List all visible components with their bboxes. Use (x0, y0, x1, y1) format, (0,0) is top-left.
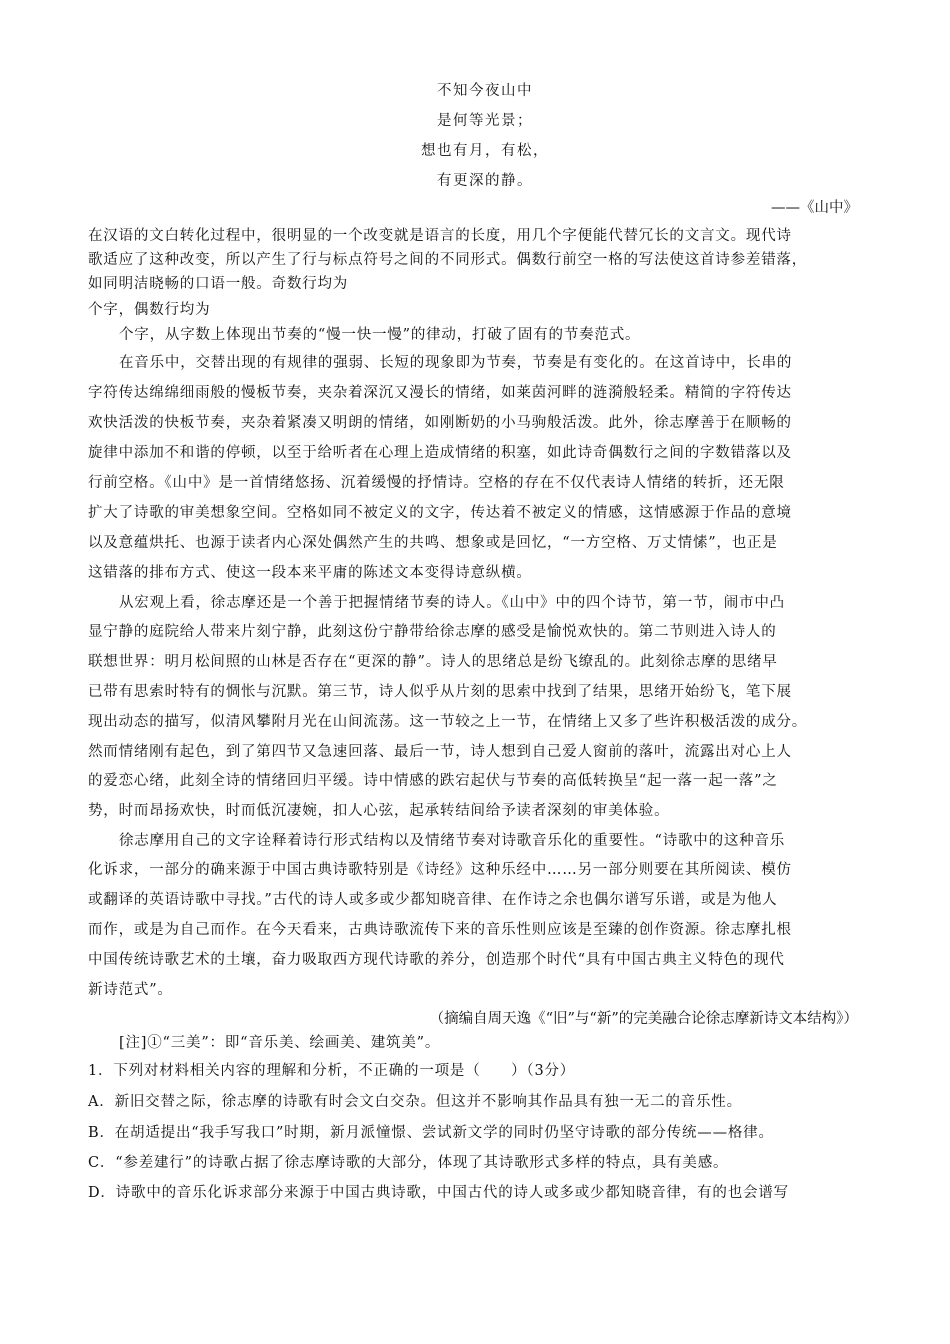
body-line: 在音乐中，交替出现的有规律的强弱、长短的现象即为节奏，节奏是有变化的。在这首诗中，长串的 (119, 355, 793, 371)
body-line: 显宁静的庭院给人带来片刻宁静，此刻这份宁静带给徐志摩的感受是愉悦欢快的。第二节则进入诗人的 (88, 624, 777, 640)
question-stem: 1．下列对材料相关内容的理解和分析，不正确的一项是（ ）（3分） (88, 1063, 576, 1079)
question-option-b[interactable]: B．在胡适提出“我手写我口”时期，新月派憧憬、尝试新文学的同时仍坚守诗歌的部分传统——格律。 (88, 1125, 774, 1141)
body-line: 在汉语的文白转化过程中，很明显的一个改变就是语言的长度，用几个字便能代替冗长的文言文。现代诗 (88, 228, 792, 244)
body-line: 势，时而昂扬欢快，时而低沉凄婉，扣人心弦，起承转结间给予读者深刻的审美体验。 (88, 803, 670, 819)
body-line: 旋律中添加不和谐的停顿，以至于给听者在心理上造成情绪的积塞，如此诗奇偶数行之间的字数错落以及 (88, 445, 792, 461)
question-option-a[interactable]: A．新旧交替之际，徐志摩的诗歌有时会文白交杂。但这并不影响其作品具有独一无二的音乐性。 (88, 1094, 742, 1110)
poem-line: 是何等光景； (437, 113, 533, 129)
body-line: 的爱恋心绪，此刻全诗的情绪回归平缓。诗中情感的跌宕起伏与节奏的高低转换呈“起一落一起一落”之 (88, 773, 778, 789)
body-line: 化诉求，一部分的确来源于中国古典诗歌特别是《诗经》这种乐经中……另一部分则要在其所阅读、模仿 (88, 862, 792, 878)
body-line: 字符传达绵绵细雨般的慢板节奏，夹杂着深沉又漫长的情绪，如莱茵河畔的涟漪般轻柔。精简的字符传达 (88, 385, 792, 401)
body-line: 联想世界：明月松间照的山林是否存在“更深的静”。诗人的思绪总是纷飞缭乱的。此刻徐志摩的思绪早 (88, 654, 778, 670)
annotation-note: [注]①“三美”：即“音乐美、绘画美、建筑美”。 (119, 1035, 441, 1051)
source-citation: （摘编自周天逸《“旧”与“新”的完美融合论徐志摩新诗文本结构》） (429, 1011, 858, 1027)
body-line: 扩大了诗歌的审美想象空间。空格如同不被定义的文字，传达着不被定义的情感，这情感源于作品的意境 (88, 505, 792, 521)
poem-line: 想也有月，有松， (421, 143, 549, 159)
question-option-c[interactable]: C．“参差建行”的诗歌占据了徐志摩诗歌的大部分，体现了其诗歌形式多样的特点，具有美感。 (88, 1155, 729, 1171)
poem-line: 不知今夜山中 (437, 83, 533, 99)
body-line: 现出动态的描写，似清风攀附月光在山间流荡。这一节较之上一节，在情绪上又多了些许积极活泼的成分。 (88, 714, 808, 730)
body-line: 新诗范式”。 (88, 982, 173, 998)
body-line: 中国传统诗歌艺术的土壤，奋力吸取西方现代诗歌的养分，创造那个时代“具有中国古典主义特色的现代 (88, 952, 785, 968)
body-line: 以及意蕴烘托、也源于读者内心深处偶然产生的共鸣、想象或是回忆，“一方空格、万丈情愫”，也正是 (88, 535, 778, 551)
body-line: 从宏观上看，徐志摩还是一个善于把握情绪节奏的诗人。《山中》中的四个诗节，第一节，闹市中凸 (119, 595, 785, 611)
body-line: 这错落的排布方式、使这一段本来平庸的陈述文本变得诗意纵横。 (88, 565, 532, 581)
body-line: 如同明洁晓畅的口语一般。奇数行均为 (88, 276, 349, 292)
body-line: 个字，从字数上体现出节奏的“慢一快一慢”的律动，打破了固有的节奏范式。 (119, 327, 641, 343)
poem-line: 有更深的静。 (437, 173, 533, 189)
body-line: 欢快活泼的快板节奏，夹杂着紧凑又明朗的情绪，如刚断奶的小马驹般活泼。此外，徐志摩善于在顺畅的 (88, 415, 792, 431)
body-line: 歌适应了这种改变，所以产生了行与标点符号之间的不同形式。偶数行前空一格的写法使这首诗参差错落， (88, 252, 808, 268)
body-line: 行前空格。《山中》是一首情绪悠扬、沉着缓慢的抒情诗。空格的存在不仅代表诗人情绪的转折，还无限 (88, 475, 785, 491)
body-line: 已带有思索时特有的惆怅与沉默。第三节，诗人似乎从片刻的思索中找到了结果，思绪开始纷飞，笔下展 (88, 684, 792, 700)
body-line: 个字，偶数行均为 (88, 302, 211, 318)
body-line: 徐志摩用自己的文字诠释着诗行形式结构以及情绪节奏对诗歌音乐化的重要性。“诗歌中的这种音乐 (119, 833, 786, 849)
question-option-d[interactable]: D．诗歌中的音乐化诉求部分来源于中国古典诗歌，中国古代的诗人或多或少都知晓音律，有的也会谱写 (88, 1185, 789, 1201)
poem-attribution: ——《山中》 (771, 200, 858, 216)
body-line: 或翻译的英语诗歌中寻找。”古代的诗人或多或少都知晓音律、在作诗之余也偶尔谱写乐谱，或是为他人 (88, 892, 778, 908)
body-line: 然而情绪刚有起色，到了第四节又急速回落、最后一节，诗人想到自己爱人窗前的落叶，流露出对心上人 (88, 744, 792, 760)
body-line: 而作，或是为自己而作。在今天看来，古典诗歌流传下来的音乐性则应该是至臻的创作资源。徐志摩扎根 (88, 922, 792, 938)
